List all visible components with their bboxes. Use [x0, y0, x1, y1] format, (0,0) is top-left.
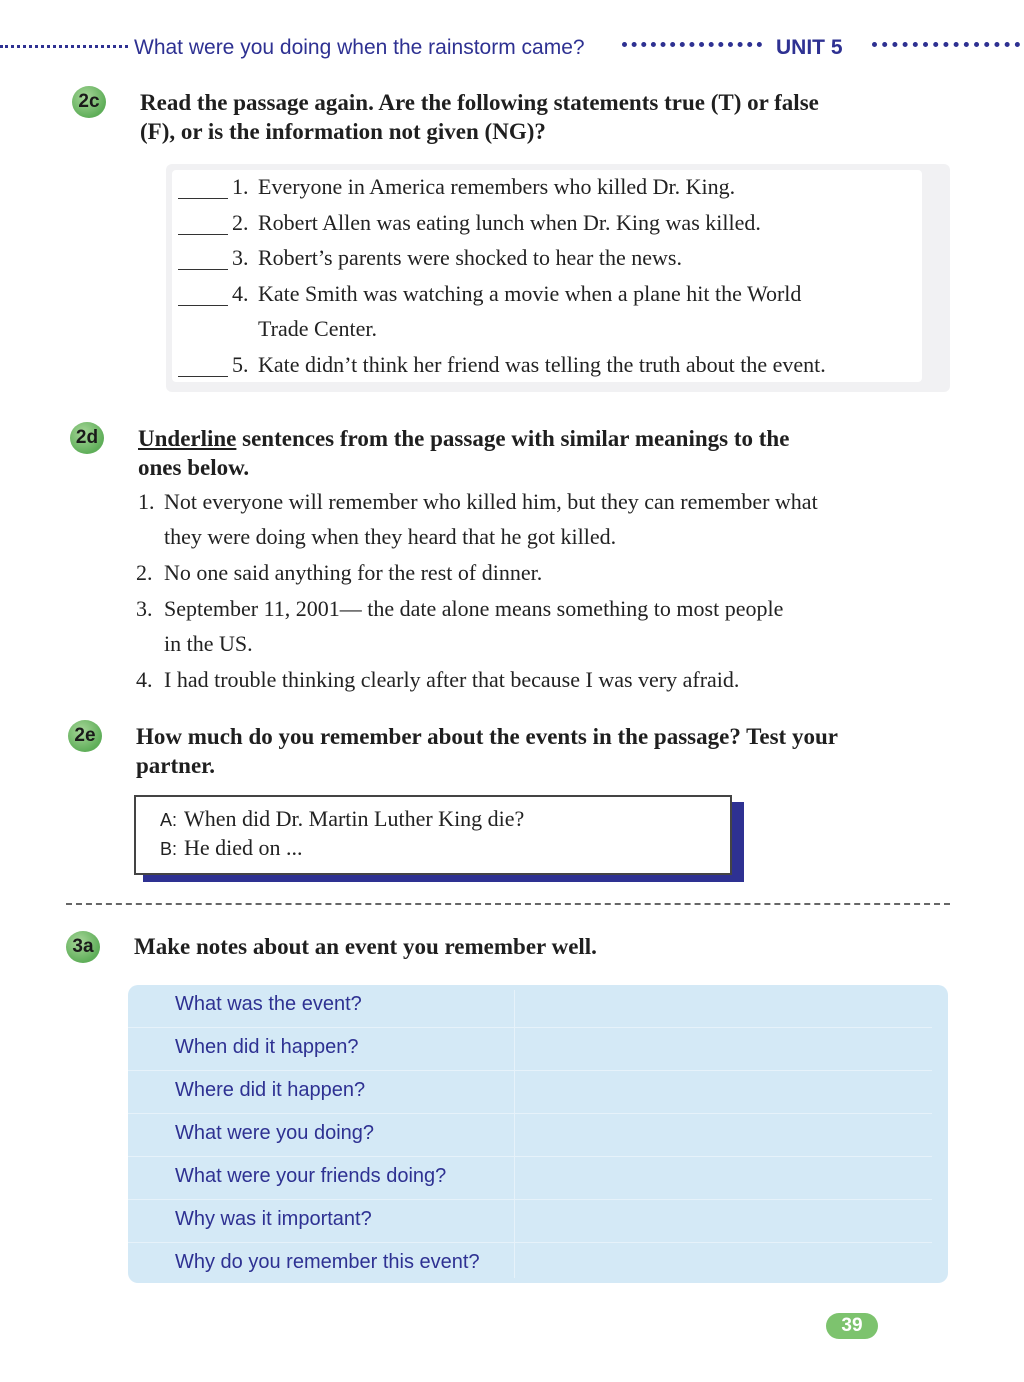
instruction-2c-line2: (F), or is the information not given (NG)?: [140, 119, 546, 144]
statement-text-continued: Trade Center.: [258, 316, 377, 341]
notes-column-divider: [514, 990, 515, 1278]
section-badge-2d: 2d: [70, 422, 104, 454]
item-text: No one said anything for the rest of dinner.: [164, 560, 543, 585]
instruction-2d-line1: [138, 424, 958, 453]
statement-text: Kate didn’t think her friend was telling the truth about the event.: [258, 352, 826, 377]
statement-number: 3.: [232, 245, 249, 270]
instruction-2d-line2: ones below.: [138, 455, 250, 480]
notes-question: What were you doing?: [175, 1122, 375, 1144]
item-text: September 11, 2001— the date alone means something to most people: [164, 596, 784, 621]
notes-question: Why was it important?: [175, 1208, 372, 1230]
item-number: 1.: [138, 489, 155, 514]
header-dots-middle: [622, 42, 762, 57]
item-text-continued: they were doing when they heard that he got killed.: [164, 524, 617, 549]
unit-label: UNIT 5: [776, 36, 843, 59]
item-text: Not everyone will remember who killed him, but they can remember what: [164, 489, 818, 514]
underline-word: Underline: [138, 426, 237, 451]
notes-row-line: [128, 1242, 932, 1243]
header-title: What were you doing when the rainstorm came?: [134, 36, 585, 59]
notes-question: When did it happen?: [175, 1036, 359, 1058]
instruction-2e-line1: How much do you remember about the events in the passage? Test your: [136, 724, 838, 749]
statement-text: Robert Allen was eating lunch when Dr. King was killed.: [258, 210, 761, 235]
item-number: 2.: [136, 560, 153, 585]
answer-blank[interactable]: [178, 305, 228, 306]
statements-box-inner: [172, 170, 922, 382]
section-badge-3a: 3a: [66, 931, 100, 963]
statement-text: Everyone in America remembers who killed Dr. King.: [258, 174, 736, 199]
answer-blank[interactable]: [178, 376, 228, 377]
statement-number: 1.: [232, 174, 249, 199]
statement-text: Kate Smith was watching a movie when a plane hit the World: [258, 281, 802, 306]
notes-row-line: [128, 1113, 932, 1114]
page-number: 39: [826, 1313, 878, 1339]
dialogue-text-b: He died on ...: [184, 835, 303, 860]
notes-row-line: [128, 1156, 932, 1157]
statement-number: 5.: [232, 352, 249, 377]
notes-question: What were your friends doing?: [175, 1165, 447, 1187]
dialogue-line-a: [160, 806, 524, 832]
instruction-3a: Make notes about an event you remember well.: [134, 934, 597, 959]
speaker-a: A:: [160, 810, 178, 830]
notes-question: Where did it happen?: [175, 1079, 366, 1101]
item-number: 3.: [136, 596, 153, 621]
speaker-b: B:: [160, 839, 178, 859]
instruction-2d: [138, 424, 958, 482]
item-text: I had trouble thinking clearly after that because I was very afraid.: [164, 667, 740, 692]
instruction-2e-line2: partner.: [136, 753, 216, 778]
section-badge-2c: 2c: [72, 86, 106, 118]
notes-row-line: [128, 1027, 932, 1028]
section-divider: [66, 903, 950, 905]
instruction-2d-rest: sentences from the passage with similar meanings to the: [236, 426, 790, 451]
notes-question: Why do you remember this event?: [175, 1251, 480, 1273]
header-dots-right: [872, 42, 1020, 57]
answer-blank[interactable]: [178, 234, 228, 235]
statement-text: Robert’s parents were shocked to hear the news.: [258, 245, 682, 270]
notes-row-line: [128, 1199, 932, 1200]
instruction-2c: [140, 88, 960, 146]
notes-row-line: [128, 1070, 932, 1071]
answer-blank[interactable]: [178, 198, 228, 199]
item-text-continued: in the US.: [164, 631, 253, 656]
page-header: [0, 36, 1024, 66]
header-dots-left: [0, 45, 128, 58]
instruction-2e: [136, 722, 956, 780]
answer-blank[interactable]: [178, 269, 228, 270]
instruction-2c-line1: Read the passage again. Are the following statements true (T) or false: [140, 90, 819, 115]
item-number: 4.: [136, 667, 153, 692]
notes-question: What was the event?: [175, 993, 362, 1015]
statement-number: 2.: [232, 210, 249, 235]
dialogue-line-b: [160, 835, 303, 861]
dialogue-text-a: When did Dr. Martin Luther King die?: [184, 806, 525, 831]
section-badge-2e: 2e: [68, 720, 102, 752]
statement-number: 4.: [232, 281, 249, 306]
